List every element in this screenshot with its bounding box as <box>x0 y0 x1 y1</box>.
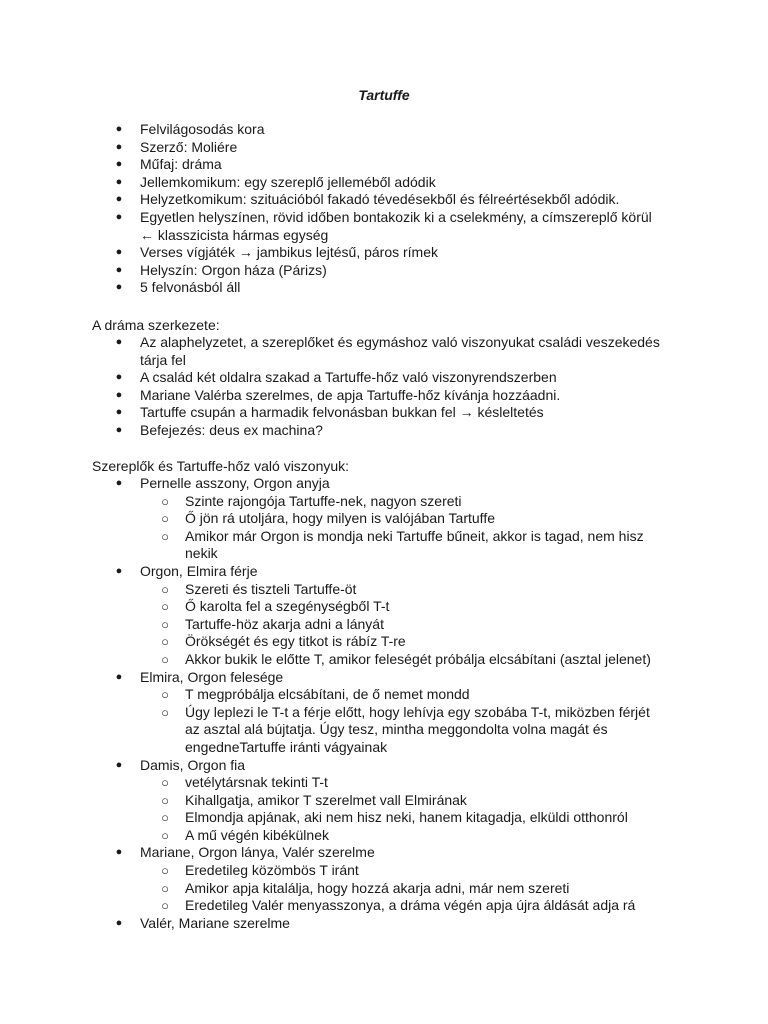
structure-item-line <box>0 334 768 352</box>
structure-item-line <box>0 369 768 387</box>
characters-list <box>0 475 768 932</box>
character-detail-text: T megpróbálja elcsábítani, de ő nemet mondd <box>185 686 470 703</box>
sub-bullet-icon: ○ <box>161 827 169 843</box>
structure-item-line <box>0 387 768 405</box>
intro-item-line <box>0 174 768 192</box>
structure-item-cont-line <box>0 352 768 370</box>
bullet-icon: ● <box>115 371 123 384</box>
character-item-text: Valér, Mariane szerelme <box>140 914 290 931</box>
bullet-icon: ● <box>115 477 123 489</box>
intro-item-cont-line <box>0 227 768 245</box>
sub-bullet-icon: ○ <box>161 599 169 615</box>
intro-item-line <box>0 121 768 139</box>
character-detail-text: Akkor bukik le előtte T, amikor feleségét próbálja elcsábítani (asztal jelenet) <box>185 650 651 667</box>
intro-item-line <box>0 279 768 297</box>
sub-bullet-icon: ○ <box>161 511 169 527</box>
bullet-icon: ● <box>115 670 123 683</box>
character-detail-line <box>0 528 768 546</box>
character-detail-cont-line <box>0 545 768 563</box>
bullet-icon: ● <box>115 263 123 276</box>
bullet-icon: ● <box>115 140 123 153</box>
bullet-icon: ● <box>115 175 123 188</box>
sub-bullet-icon: ○ <box>161 792 169 808</box>
intro-item-text: Egyetlen helyszínen, rövid időben bontakozik ki a cselekmény, a címszereplő körül <box>140 208 652 225</box>
character-detail-line <box>0 880 768 898</box>
character-detail-text: A mű végén kibékülnek <box>185 826 329 843</box>
character-detail-line <box>0 809 768 827</box>
bullet-icon: ● <box>115 916 123 929</box>
intro-item-line <box>0 191 768 209</box>
intro-item-text: Verses vígjáték → jambikus lejtésű, páros rímek <box>140 244 439 261</box>
character-detail-text: Elmondja apjának, aki nem hisz neki, hanem kitagadja, elküldi otthonról <box>185 809 628 826</box>
structure-item-text: A család két oldalra szakad a Tartuffe-hőz való viszonyrendszerben <box>140 369 557 386</box>
character-detail-cont-text: nekik <box>185 545 218 562</box>
bullet-icon: ● <box>115 758 123 771</box>
character-item-text: Elmira, Orgon felesége <box>140 668 284 685</box>
bullet-icon: ● <box>115 246 123 259</box>
character-detail-line <box>0 862 768 880</box>
character-detail-line <box>0 792 768 810</box>
structure-item-line <box>0 404 768 422</box>
bullet-icon: ● <box>115 336 123 348</box>
character-item-line <box>0 915 768 933</box>
character-item-line <box>0 669 768 687</box>
bullet-icon: ● <box>115 564 123 577</box>
sub-bullet-icon: ○ <box>161 704 169 720</box>
character-detail-text: Eredetileg közömbös T iránt <box>185 862 359 879</box>
structure-item-cont-text: tárja fel <box>140 351 186 368</box>
character-item-line <box>0 475 768 493</box>
bullet-icon: ● <box>115 281 123 294</box>
character-detail-line <box>0 774 768 792</box>
character-detail-text: Ő jön rá utoljára, hogy milyen is valójában Tartuffe <box>185 510 495 527</box>
bullet-icon: ● <box>115 423 123 436</box>
intro-item-text: Jellemkomikum: egy szereplő jelleméből adódik <box>140 173 436 190</box>
bullet-icon: ● <box>115 388 123 401</box>
character-detail-line <box>0 493 768 511</box>
intro-item-line <box>0 262 768 280</box>
intro-item-text: Helyzetkomikum: szituációból fakadó tévedésekből és félreértésekből adódik. <box>140 191 620 208</box>
bullet-icon: ● <box>115 158 123 171</box>
sub-bullet-icon: ○ <box>161 581 169 597</box>
sub-bullet-icon: ○ <box>161 810 169 826</box>
character-item-line <box>0 757 768 775</box>
sub-bullet-icon: ○ <box>161 634 169 650</box>
character-detail-line <box>0 704 768 722</box>
structure-list <box>0 334 768 440</box>
character-detail-text: Szereti és tiszteli Tartuffe-öt <box>185 580 357 597</box>
character-detail-line <box>0 581 768 599</box>
sub-bullet-icon: ○ <box>161 898 169 914</box>
structure-item-text: Befejezés: deus ex machina? <box>140 421 323 438</box>
intro-item-text: Felvilágosodás kora <box>140 121 265 137</box>
bullet-icon: ● <box>115 846 123 859</box>
character-detail-cont-text: az asztal alá bújtatja. Úgy tesz, mintha meggondolta volna magát és <box>185 721 608 738</box>
structure-item-text: Az alaphelyzetet, a szereplőket és egymáshoz való viszonyukat családi veszekedés <box>140 334 660 350</box>
character-item-text: Orgon, Elmira férje <box>140 562 258 579</box>
character-detail-text: Amikor apja kitalálja, hogy hozzá akarja adni, már nem szereti <box>185 879 570 896</box>
intro-item-cont-text: ← klasszicista hármas egység <box>140 226 329 243</box>
character-item-text: Mariane, Orgon lánya, Valér szerelme <box>140 844 375 861</box>
character-detail-line <box>0 686 768 704</box>
sub-bullet-icon: ○ <box>161 775 169 791</box>
sub-bullet-icon: ○ <box>161 616 169 632</box>
intro-item-line <box>0 244 768 262</box>
document-title: Tartuffe <box>358 87 410 103</box>
sub-bullet-icon: ○ <box>161 651 169 667</box>
character-detail-text: vetélytársnak tekinti T-t <box>185 774 328 791</box>
intro-item-line <box>0 156 768 174</box>
bullet-icon: ● <box>115 406 123 419</box>
character-item-line <box>0 844 768 862</box>
sub-bullet-icon: ○ <box>161 493 169 509</box>
sub-bullet-icon: ○ <box>161 528 169 544</box>
intro-item-text: Helyszín: Orgon háza (Párizs) <box>140 261 327 278</box>
character-detail-cont-line <box>0 739 768 757</box>
character-item-text: Damis, Orgon fia <box>140 756 246 773</box>
intro-item-text: Műfaj: dráma <box>140 156 222 173</box>
character-item-text: Pernelle asszony, Orgon anyja <box>140 475 330 491</box>
intro-item-text: 5 felvonásból áll <box>140 279 241 296</box>
characters-heading: Szereplők és Tartuffe-hőz való viszonyuk: <box>92 458 350 474</box>
character-detail-line <box>0 616 768 634</box>
intro-list <box>0 121 768 297</box>
bullet-icon: ● <box>115 193 123 206</box>
character-detail-text: Tartuffe-höz akarja adni a lányát <box>185 615 384 632</box>
sub-bullet-icon: ○ <box>161 863 169 879</box>
character-detail-text: Szinte rajongója Tartuffe-nek, nagyon szereti <box>185 492 462 509</box>
character-detail-cont-text: engedneTartuffe iránti vágyainak <box>185 738 388 755</box>
intro-item-line <box>0 139 768 157</box>
character-detail-cont-line <box>0 721 768 739</box>
character-detail-text: Örökségét és egy titkot is rábíz T-re <box>185 633 406 650</box>
intro-item-line <box>0 209 768 227</box>
character-item-line <box>0 563 768 581</box>
bullet-icon: ● <box>115 210 123 223</box>
character-detail-text: Eredetileg Valér menyasszonya, a dráma végén apja újra áldását adja rá <box>185 897 636 914</box>
sub-bullet-icon: ○ <box>161 880 169 896</box>
character-detail-text: Kihallgatja, amikor T szerelmet vall Elmirának <box>185 791 467 808</box>
character-detail-text: Ő karolta fel a szegénységből T-t <box>185 598 390 615</box>
structure-item-text: Mariane Valérba szerelmes, de apja Tartuffe-hőz kívánja hozzáadni. <box>140 386 561 403</box>
bullet-icon: ● <box>115 123 123 135</box>
character-detail-line <box>0 897 768 915</box>
sub-bullet-icon: ○ <box>161 687 169 703</box>
character-detail-text: Úgy leplezi le T-t a férje előtt, hogy lehívja egy szobába T-t, miközben férjét <box>185 703 650 720</box>
structure-item-text: Tartuffe csupán a harmadik felvonásban bukkan fel → késleltetés <box>140 404 544 421</box>
character-detail-line <box>0 633 768 651</box>
intro-item-text: Szerző: Moliére <box>140 138 238 155</box>
structure-heading: A dráma szerkezete: <box>92 317 220 333</box>
character-detail-line <box>0 510 768 528</box>
character-detail-line <box>0 827 768 845</box>
character-detail-line <box>0 598 768 616</box>
character-detail-line <box>0 651 768 669</box>
structure-item-line <box>0 422 768 440</box>
character-detail-text: Amikor már Orgon is mondja neki Tartuffe bűneit, akkor is tagad, nem hisz <box>185 527 644 544</box>
